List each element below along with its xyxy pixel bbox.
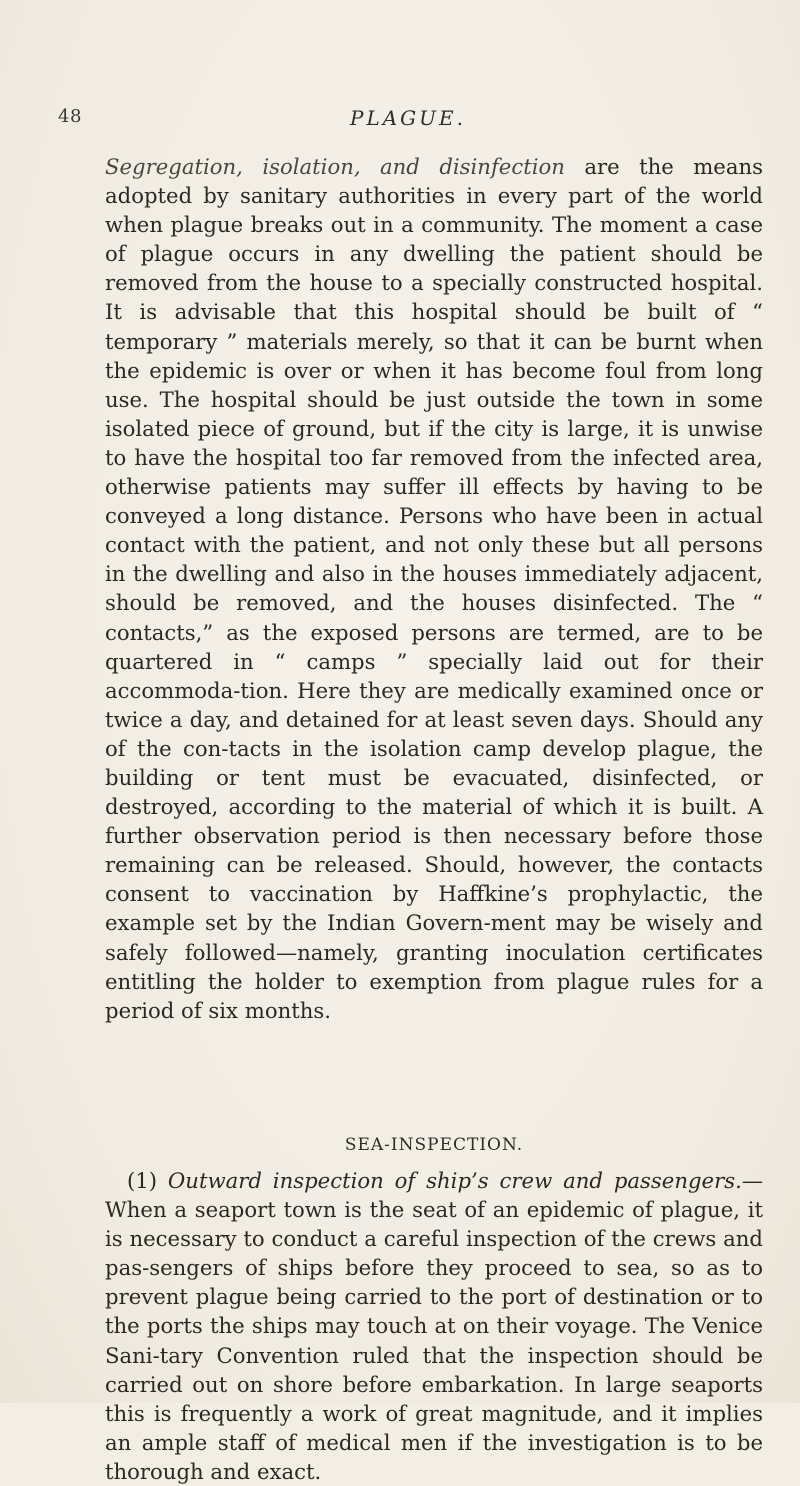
- item-title: Outward inspection of ship’s crew and passengers.: [167, 1168, 742, 1193]
- paragraph-outward-inspection: [105, 1166, 763, 1486]
- body-paragraph-2: [105, 1166, 763, 1486]
- item-text: — When a seaport town is the seat of an epidemic of plague, it is necessary to conduct a careful inspection of the crews and pas-sengers of ships before they proceed to sea, so as to prevent plague being carried to the port of destination or to the ports the ships may touch at on their voyage. The Venice Sani-tary Convention ruled that the inspection should be carried out on shore before embarkation. In large seaports this is frequently a work of great magnitude, and it implies an ample staff of medical men if the investigation is to be thorough and exact.: [105, 1168, 763, 1484]
- paragraph-text: are the means adopted by sanitary authorities in every part of the world when plague breaks out in a community. The moment a case of plague occurs in any dwelling the patient should be removed from the house to a specially constructed hospital. It is advisable that this hospital should be built of “ temporary ” materials merely, so that it can be burnt when the epidemic is over or when it has become foul from long use. The hospital should be just outside the town in some isolated piece of ground, but if the city is large, it is unwise to have the hospital too far removed from the infected area, otherwise patients may suffer ill effects by having to be conveyed a long distance. Persons who have been in actual contact with the patient, and not only these but all persons in the dwelling and also in the houses immediately adjacent, should be removed, and the houses disinfected. The “ contacts,” as the exposed persons are termed, are to be quartered in “ camps ” specially laid out for their accommoda-tion. Here they are medically examined once or twice a day, and detained for at least seven days. Should any of the con-tacts in the isolation camp develop plague, the building or tent must be evacuated, disinfected, or destroyed, according to the material of which it is built. A further observation period is then necessary before those remaining can be released. Should, however, the contacts consent to vaccination by Haffkine’s prophylactic, the example set by the Indian Govern-ment may be wisely and safely followed—namely, granting inoculation certificates entitling the holder to exemption from plague rules for a period of six months.: [105, 154, 763, 1023]
- page-number: 48: [58, 106, 82, 127]
- running-title: PLAGUE.: [350, 106, 466, 130]
- page-header: [58, 106, 758, 136]
- paragraph-segregation: [105, 152, 763, 1025]
- lead-phrase: Segregation, isolation, and disinfection: [105, 154, 565, 179]
- section-heading: SEA-INSPECTION.: [344, 1135, 524, 1155]
- item-number: (1): [127, 1168, 158, 1193]
- body-paragraph-1: [105, 152, 763, 1025]
